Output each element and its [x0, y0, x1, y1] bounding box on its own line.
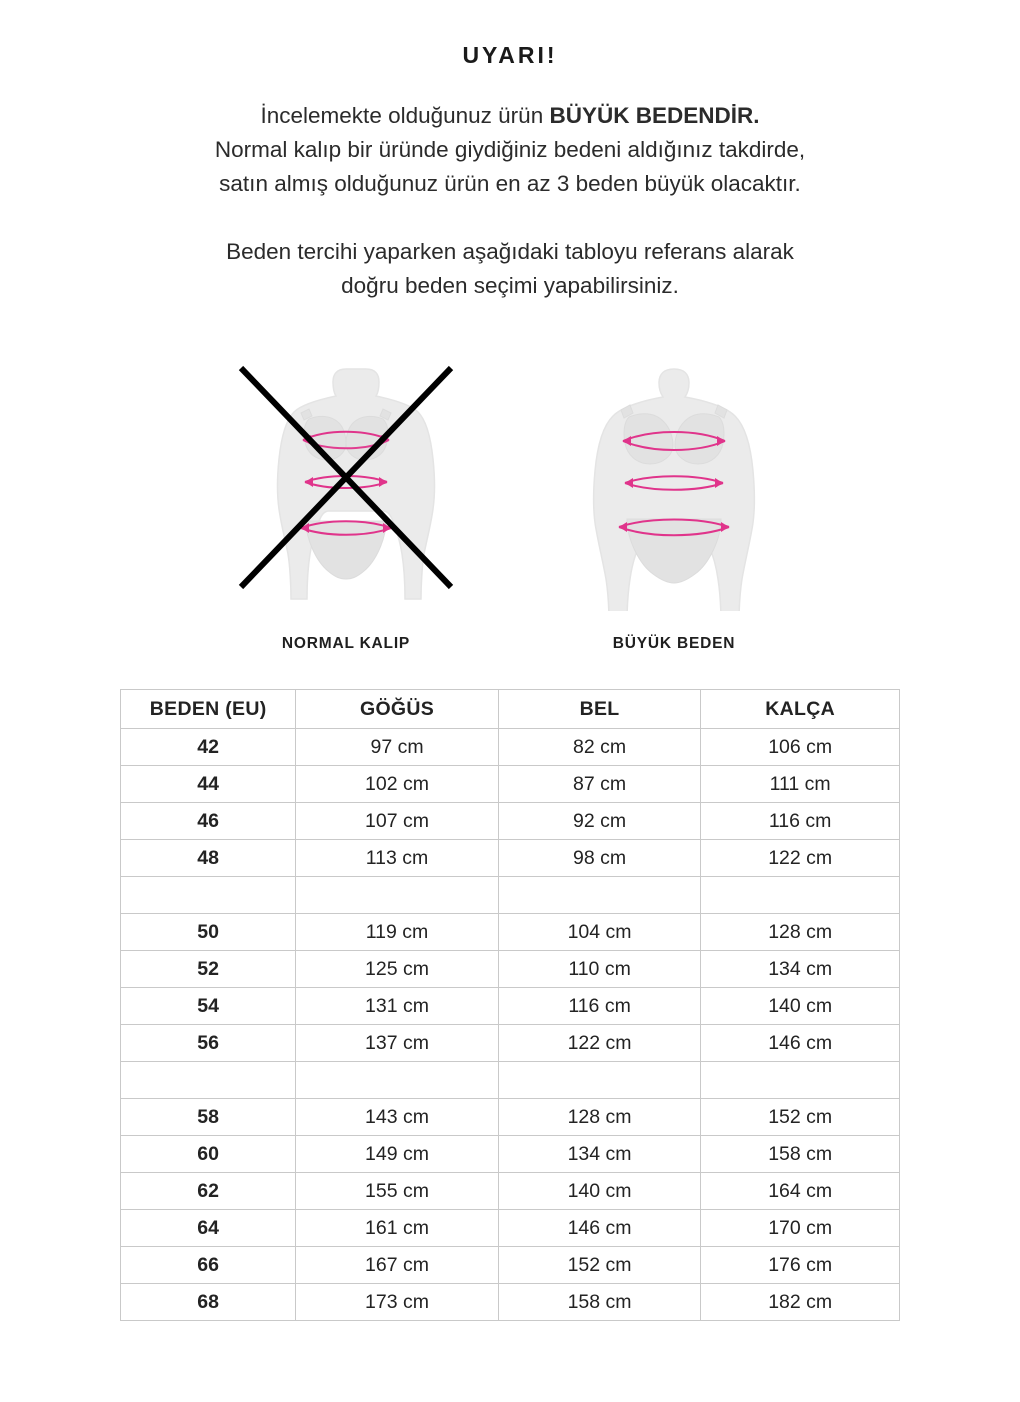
cell-hip: 116 cm	[701, 803, 900, 840]
cell-size: 66	[121, 1247, 296, 1284]
figure-caption-plus-size: BÜYÜK BEDEN	[612, 635, 736, 652]
cell-size: 62	[121, 1173, 296, 1210]
cell-size: 56	[121, 1025, 296, 1062]
cell-hip: 152 cm	[701, 1099, 900, 1136]
figure-row	[0, 361, 1020, 653]
cell-bust: 161 cm	[296, 1210, 499, 1247]
cell-hip: 146 cm	[701, 1025, 900, 1062]
cell-bust: 131 cm	[296, 988, 499, 1025]
intro-line-1-emphasis: BÜYÜK BEDENDİR.	[549, 103, 760, 128]
table-spacer-row	[121, 1062, 900, 1099]
cell-bust: 102 cm	[296, 766, 499, 803]
cell-waist: 122 cm	[498, 1025, 701, 1062]
page-title: UYARI!	[462, 42, 558, 68]
table-row	[121, 840, 900, 877]
cell-hip: 158 cm	[701, 1136, 900, 1173]
figure-normal-fit	[231, 361, 461, 653]
cell-hip: 128 cm	[701, 914, 900, 951]
table-spacer-cell	[296, 877, 499, 914]
table-row	[121, 1025, 900, 1062]
cell-bust: 149 cm	[296, 1136, 499, 1173]
cell-hip: 170 cm	[701, 1210, 900, 1247]
table-row	[121, 951, 900, 988]
cell-waist: 116 cm	[498, 988, 701, 1025]
cell-size: 42	[121, 729, 296, 766]
cell-bust: 119 cm	[296, 914, 499, 951]
table-row	[121, 803, 900, 840]
intro-line-5: doğru beden seçimi yapabilirsiniz.	[341, 273, 679, 298]
table-row	[121, 1284, 900, 1321]
cell-size: 60	[121, 1136, 296, 1173]
intro-line-2: Normal kalıp bir üründe giydiğiniz bedeni aldığınız takdirde,	[214, 137, 806, 162]
table-spacer-cell	[121, 1062, 296, 1099]
cell-size: 58	[121, 1099, 296, 1136]
cell-waist: 158 cm	[498, 1284, 701, 1321]
cell-hip: 106 cm	[701, 729, 900, 766]
size-table-body	[121, 729, 900, 1321]
table-row	[121, 914, 900, 951]
table-spacer-cell	[701, 1062, 900, 1099]
size-table	[120, 689, 900, 1321]
cell-bust: 137 cm	[296, 1025, 499, 1062]
table-spacer-row	[121, 877, 900, 914]
table-header-row	[121, 690, 900, 729]
cell-bust: 143 cm	[296, 1099, 499, 1136]
table-row	[121, 1247, 900, 1284]
plus-size-female-body-measure-icon	[559, 361, 789, 611]
intro-line-4: Beden tercihi yaparken aşağıdaki tabloyu referans alarak	[226, 239, 794, 264]
cell-size: 68	[121, 1284, 296, 1321]
table-spacer-cell	[296, 1062, 499, 1099]
table-row	[121, 1210, 900, 1247]
cell-bust: 97 cm	[296, 729, 499, 766]
table-spacer-cell	[498, 1062, 701, 1099]
intro-text-block	[0, 99, 1020, 303]
cell-hip: 111 cm	[701, 766, 900, 803]
cell-size: 48	[121, 840, 296, 877]
cell-waist: 87 cm	[498, 766, 701, 803]
table-row	[121, 1099, 900, 1136]
cell-bust: 155 cm	[296, 1173, 499, 1210]
cell-waist: 98 cm	[498, 840, 701, 877]
cell-waist: 152 cm	[498, 1247, 701, 1284]
table-row	[121, 766, 900, 803]
cell-waist: 104 cm	[498, 914, 701, 951]
paragraph-spacer	[100, 201, 920, 235]
size-table-head	[121, 690, 900, 729]
column-header-size: BEDEN (EU)	[121, 690, 296, 729]
intro-line-1-prefix: İncelemekte olduğunuz ürün	[260, 103, 550, 128]
cell-size: 46	[121, 803, 296, 840]
figure-plus-size	[559, 361, 789, 653]
cell-hip: 182 cm	[701, 1284, 900, 1321]
cell-size: 44	[121, 766, 296, 803]
column-header-bust: GÖĞÜS	[296, 690, 499, 729]
cell-hip: 164 cm	[701, 1173, 900, 1210]
table-spacer-cell	[121, 877, 296, 914]
table-row	[121, 1136, 900, 1173]
table-row	[121, 729, 900, 766]
cell-waist: 146 cm	[498, 1210, 701, 1247]
column-header-waist: BEL	[498, 690, 701, 729]
cell-bust: 125 cm	[296, 951, 499, 988]
intro-line-3: satın almış olduğunuz ürün en az 3 beden büyük olacaktır.	[219, 171, 801, 196]
cell-hip: 122 cm	[701, 840, 900, 877]
cell-waist: 128 cm	[498, 1099, 701, 1136]
cell-hip: 134 cm	[701, 951, 900, 988]
table-spacer-cell	[701, 877, 900, 914]
figure-caption-normal: NORMAL KALIP	[281, 635, 411, 652]
cell-size: 50	[121, 914, 296, 951]
cell-size: 54	[121, 988, 296, 1025]
table-row	[121, 1173, 900, 1210]
female-body-measure-icon	[231, 361, 461, 611]
intro-line-1	[100, 99, 920, 133]
size-guide-page	[0, 42, 1020, 1402]
cell-hip: 140 cm	[701, 988, 900, 1025]
cell-waist: 110 cm	[498, 951, 701, 988]
size-table-wrapper	[120, 689, 900, 1321]
cell-size: 52	[121, 951, 296, 988]
cell-bust: 173 cm	[296, 1284, 499, 1321]
cell-bust: 113 cm	[296, 840, 499, 877]
table-row	[121, 988, 900, 1025]
cell-waist: 140 cm	[498, 1173, 701, 1210]
cell-size: 64	[121, 1210, 296, 1247]
cell-bust: 107 cm	[296, 803, 499, 840]
cell-waist: 82 cm	[498, 729, 701, 766]
table-spacer-cell	[498, 877, 701, 914]
cell-bust: 167 cm	[296, 1247, 499, 1284]
cell-waist: 134 cm	[498, 1136, 701, 1173]
column-header-hip: KALÇA	[701, 690, 900, 729]
cell-hip: 176 cm	[701, 1247, 900, 1284]
cell-waist: 92 cm	[498, 803, 701, 840]
